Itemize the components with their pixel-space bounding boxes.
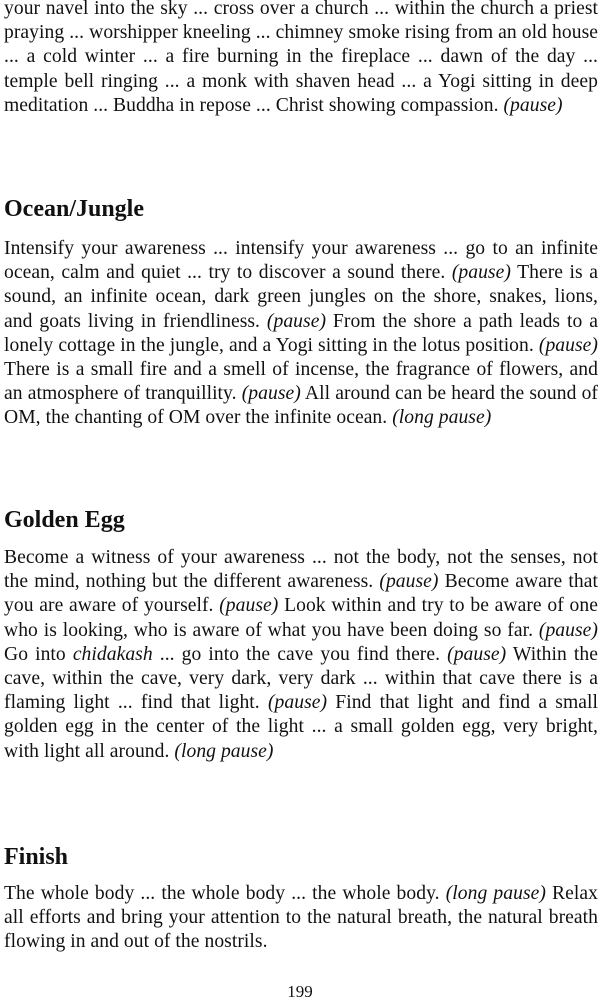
text-run: Within the cave, within the cave, very dark, very dark ... within that cave there is a flaming light ... find that light. bbox=[4, 643, 598, 714]
text-run: Relax all efforts and bring your attention to the natural breath, the natural breath flowing in and out of the nostrils. bbox=[4, 883, 598, 953]
text-run: Become a witness of your awareness ... not the body, not the senses, not the mind, nothing but the different awareness. bbox=[4, 547, 598, 593]
text-run: Become aware that you are aware of yourself. bbox=[4, 571, 599, 617]
section-heading-ocean-jungle: Ocean/Jungle bbox=[4, 196, 145, 222]
text-run: ... go into the cave you find there. bbox=[152, 643, 448, 665]
paragraph-ocean-jungle bbox=[4, 237, 598, 431]
italic-text-run: (pause) bbox=[219, 595, 279, 617]
text-run: your navel into the sky ... cross over a church ... within the church a priest praying ... worshipper kneeling ... chimney smoke rising from an old house ... a cold winter ... a fire burning in the fireplace ... dawn of the day ... temple bell ringing ... a monk with shaven head ... a Yogi sitting in deep meditation ... Buddha in repose ... Christ showing compassion. bbox=[4, 0, 598, 116]
text-run: From the shore a path leads to a lonely cottage in the jungle, and a Yogi sitting in the lotus position. bbox=[4, 310, 598, 356]
italic-text-run: (long pause) bbox=[392, 407, 492, 429]
italic-text-run: (pause) bbox=[266, 310, 327, 332]
text-run: Go into bbox=[4, 643, 73, 665]
text-run: Find that light and find a small golden egg in the center of the light ... a small golden egg, very bright, with light all around. bbox=[4, 692, 598, 762]
italic-text-run: (pause) bbox=[503, 94, 563, 116]
italic-text-run: (pause) bbox=[379, 571, 439, 593]
text-run: The whole body ... the whole body ... the whole body. bbox=[4, 883, 446, 904]
italic-text-run: (pause) bbox=[538, 619, 598, 641]
italic-text-run: (pause) bbox=[447, 643, 507, 665]
italic-text-run: (pause) bbox=[451, 262, 511, 284]
text-run: Intensify your awareness ... intensify your awareness ... go to an infinite ocean, calm and quiet ... try to discover a sound there. bbox=[4, 238, 598, 284]
text-run: There is a sound, an infinite ocean, dark green jungles on the shore, snakes, lions, and goats living in friendliness. bbox=[4, 262, 598, 332]
text-run: Look within and try to be aware of one who is looking, who is aware of what you have been doing so far. bbox=[4, 595, 598, 641]
text-run: All around can be heard the sound of OM, the chanting of OM over the infinite ocean. bbox=[4, 383, 598, 429]
paragraph-finish bbox=[4, 882, 598, 955]
section-heading-finish: Finish bbox=[4, 844, 69, 870]
section-heading-golden-egg: Golden Egg bbox=[4, 507, 125, 533]
italic-text-run: chidakash bbox=[72, 643, 153, 665]
text-run: There is a small fire and a smell of incense, the fragrance of flowers, and an atmosphere of tranquillity. bbox=[4, 359, 598, 405]
italic-text-run: (pause) bbox=[241, 383, 301, 405]
paragraph-golden-egg bbox=[4, 546, 598, 764]
italic-text-run: (long pause) bbox=[445, 883, 546, 904]
italic-text-run: (pause) bbox=[267, 692, 328, 714]
italic-text-run: (pause) bbox=[538, 334, 598, 356]
page-number: 199 bbox=[287, 982, 313, 1001]
paragraph-intro-continuation bbox=[4, 0, 598, 118]
italic-text-run: (long pause) bbox=[174, 740, 274, 762]
